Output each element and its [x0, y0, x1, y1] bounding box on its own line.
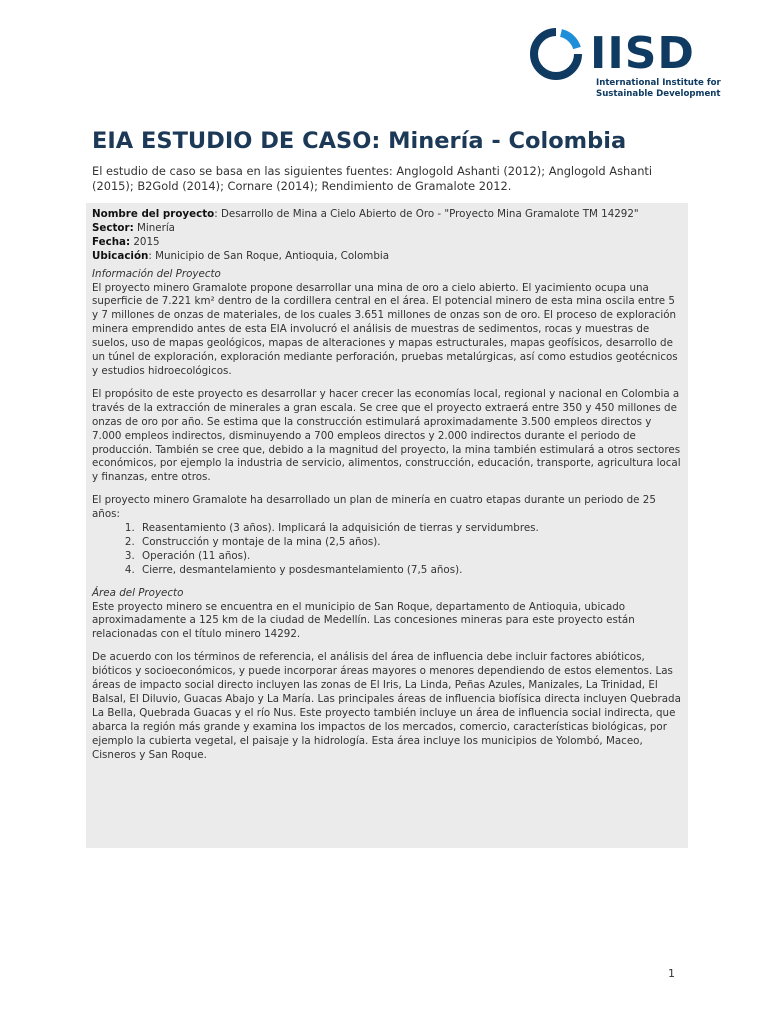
date-field — [92, 236, 682, 250]
list-item: 3. Operación (11 años). — [138, 550, 682, 564]
iisd-ring-icon — [528, 26, 584, 82]
area-paragraph-2: De acuerdo con los términos de referencia, el análisis del área de influencia debe incluir factores abióticos, bióticos y socioeconómicos, y puede incorporar áreas mayores o menores dependiendo de estos elementos. Las áreas de impacto social directo incluyen las zonas de El Iris, La Linda, Peñas Azules, Manizales, La Trinidad, El Balsal, El Diluvio, Guacas Abajo y La María. Las principales áreas de influencia biofísica directa incluyen Quebrada La Bella, Quebrada Guacas y el río Nus. Este proyecto también incluye un área de influencia social indirecta, que abarca la región más grande y examina los impactos de los mercados, comercio, características biológicas, por ejemplo la cubierta vegetal, el paisaje y la hidrología. Esta área incluye los municipios de Yolombó, Maceo, Cisneros y San Roque. — [92, 651, 681, 761]
location-label: Ubicación — [92, 249, 149, 262]
project-name-label: Nombre del proyecto — [92, 208, 215, 220]
logo-wordmark: IISD — [590, 28, 695, 79]
info-heading: Información del Proyecto — [92, 267, 221, 280]
project-name-value: : Desarrollo de Mina a Cielo Abierto de Oro - "Proyecto Mina Gramalote TM 14292" — [214, 208, 639, 220]
list-item: 1. Reasentamiento (3 años). Implicará la adquisición de tierras y servidumbres. — [138, 522, 682, 536]
sources-paragraph: El estudio de caso se basa en las siguientes fuentes: Anglogold Ashanti (2012); Anglogold Ashanti (2015); B2Gold (2014); Cornare (2014); Rendimiento de Gramalote 2012. — [92, 164, 653, 193]
info-paragraph-2: El propósito de este proyecto es desarrollar y hacer crecer las economías local, regional y nacional en Colombia a través de la extracción de minerales a gran escala. Se cree que el proyecto extraerá entre 350 y 450 millones de onzas de oro por año. Se estima que la construcción estimulará aproximadamente 3.500 empleos directos y 7.000 empleos indirectos, disminuyendo a 700 empleos directos y 2.000 indirectos durante el periodo de producción. También se cree que, debido a la magnitud del proyecto, la mina también estimulará a otros sectores económicos, por ejemplo la industria de servicio, alimentos, construcción, educación, transporte, agricultura local y finanzas, entre otros. — [92, 387, 681, 484]
info-paragraph-3: El proyecto minero Gramalote ha desarrollado un plan de minería en cuatro etapas durante un periodo de 25 años: — [92, 494, 656, 521]
list-item: 2. Construcción y montaje de la mina (2,5 años). — [138, 536, 682, 550]
area-heading: Área del Proyecto — [92, 586, 184, 599]
date-label: Fecha: — [92, 235, 131, 248]
sector-field — [92, 222, 682, 236]
sector-value: Minería — [133, 221, 175, 234]
list-item: 4. Cierre, desmantelamiento y posdesmantelamiento (7,5 años). — [138, 564, 682, 578]
logo-subtitle: International Institute for Sustainable Development — [596, 78, 721, 99]
project-name-field — [92, 208, 682, 222]
location-field — [92, 250, 682, 264]
page-number: 1 — [668, 967, 675, 980]
area-paragraph-1: Este proyecto minero se encuentra en el municipio de San Roque, departamento de Antioquia, ubicado aproximadamente a 125 km de la ciudad de Medellín. Las concesiones mineras para este proyecto están relacionadas con el título minero 14292. — [92, 600, 635, 641]
stages-list — [92, 522, 682, 578]
location-value: : Municipio de San Roque, Antioquia, Colombia — [148, 249, 390, 262]
page-title: EIA ESTUDIO DE CASO: Minería - Colombia — [92, 128, 627, 154]
date-value: 2015 — [130, 235, 160, 248]
info-paragraph-1: El proyecto minero Gramalote propone desarrollar una mina de oro a cielo abierto. El yacimiento ocupa una superficie de 7.221 km² dentro de la cordillera central en el área. El potencial minero de esta mina oscila entre 5 y 7 millones de onzas de materiales, de los cuales 3.651 millones de onzas son de oro. El proceso de exploración minera emprendido antes de esta EIA involucró el análisis de muestras de sedimentos, rocas y muestras de suelos, uso de mapas geológicos, mapas de alteraciones y mapas estructurales, mapas geofísicos, desarrollo de un túnel de exploración, exploración mediante perforación, pruebas metalúrgicas, así como estudios geotécnicos y estudios hidroecológicos. — [92, 281, 678, 377]
case-study-panel — [86, 203, 688, 848]
iisd-logo — [528, 26, 721, 104]
sector-label: Sector: — [92, 221, 134, 234]
